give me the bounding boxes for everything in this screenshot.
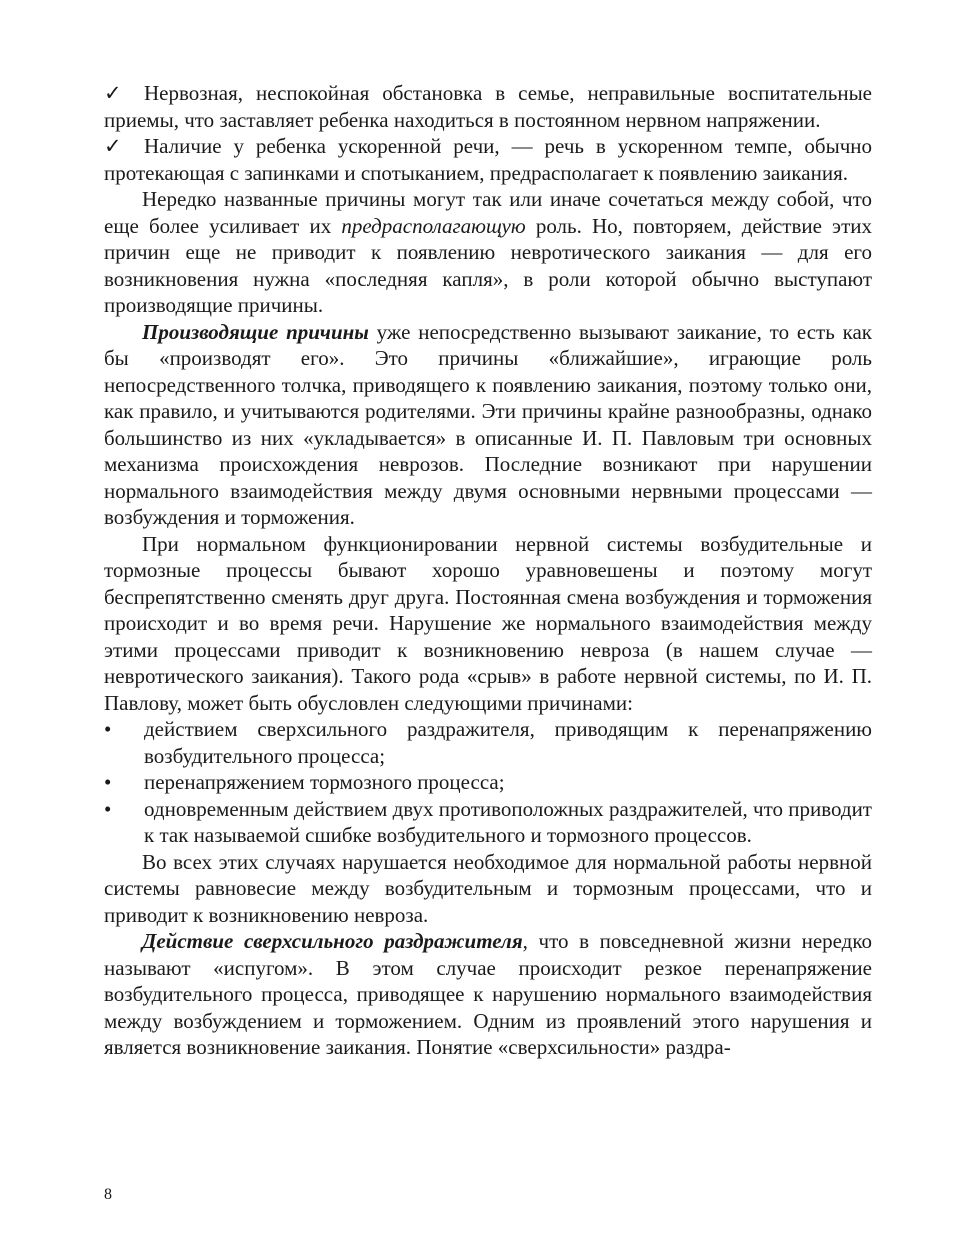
paragraph: Во всех этих случаях нарушается необходимое для нормальной работы нервной системы равновесие между возбудительным и тормозным процессами, что и приводит к возникновению невроза. <box>104 849 872 927</box>
italic-term: предрасполагающую <box>341 213 526 238</box>
bullet-item <box>104 796 872 849</box>
paragraph <box>104 319 872 531</box>
check-item-text: Наличие у ребенка ускоренной речи, — речь в ускоренном темпе, обычно протекающая с запинками и спотыканием, предрасполагает к появлению заикания. <box>104 134 872 185</box>
check-item-text: Нервозная, неспокойная обстановка в семье, неправильные воспитательные приемы, что заставляет ребенка находиться в постоянном нервном напряжении. <box>104 81 872 132</box>
bullet-text: одновременным действием двух противоположных раздражителей, что приводит к так называемой сшибке возбудительного и тормозного процессов. <box>144 796 872 847</box>
bold-italic-term: Действие сверхсильного раздражителя <box>142 929 523 953</box>
bold-italic-term: Производящие причины <box>142 319 369 344</box>
paragraph <box>104 186 872 319</box>
paragraph-text: , что в повседневной жизни нередко называют «испугом». В этом случае происходит резкое перенапряжение возбудительного процесса, приводящее к нарушению нормального взаимодействия между возбуждением и торможением. Одним из проявлений этого нарушения и является возникновение заикания. Понятие «сверхсильности» раздра- <box>104 929 873 1059</box>
bullet-icon: • <box>104 770 112 794</box>
check-item <box>104 133 872 186</box>
page-body <box>104 80 872 1061</box>
bullet-icon: • <box>104 717 112 741</box>
paragraph-text: Нередко названные причины могут так или иначе сочетаться между собой, что еще более усиливает их <box>104 187 872 238</box>
bullet-text: перенапряжением тормозного процесса; <box>144 770 505 794</box>
checkmark-icon: ✓ <box>104 81 122 105</box>
check-item <box>104 80 872 133</box>
bullet-text: действием сверхсильного раздражителя, приводящим к перенапряжению возбудительного процесса; <box>144 717 872 768</box>
paragraph <box>104 928 872 1061</box>
bullet-icon: • <box>104 796 112 821</box>
checkmark-icon: ✓ <box>104 134 122 158</box>
page-number: 8 <box>104 1186 112 1203</box>
paragraph-text: уже непосредственно вызывают заикание, то есть как бы «производят его». Это причины «ближайшие», играющие роль непосредственного толчка, приводящего к появлению заикания, поэтому только они, как правило, и учитываются родителями. Эти причины крайне разнообразны, однако большинство из них «укладывается» в описанные И. П. Павловым три основных механизма происхождения неврозов. Последние возникают при нарушении нормального взаимодействия между двумя основными нервными процессами — возбуждения и торможения. <box>104 319 872 529</box>
bullet-item <box>104 769 872 796</box>
paragraph: При нормальном функционировании нервной системы возбудительные и тормозные процессы бывают хорошо уравновешены и поэтому могут беспрепятственно сменять друг друга. Постоянная смена возбуждения и торможения происходит и во время речи. Нарушение же нормального взаимодействия между этими процессами приводит к возникновению невроза (в нашем случае — невротического заикания). Такого рода «срыв» в работе нервной системы, по И. П. Павлову, может быть обусловлен следующими причинами: <box>104 531 872 715</box>
bullet-item <box>104 716 872 769</box>
paragraph-text: роль. Но, повторяем, действие этих причин еще не приводит к появлению невротического заикания — для его возникновения нужна «последняя капля», в роли которой обычно выступают производящие причины. <box>104 213 872 317</box>
